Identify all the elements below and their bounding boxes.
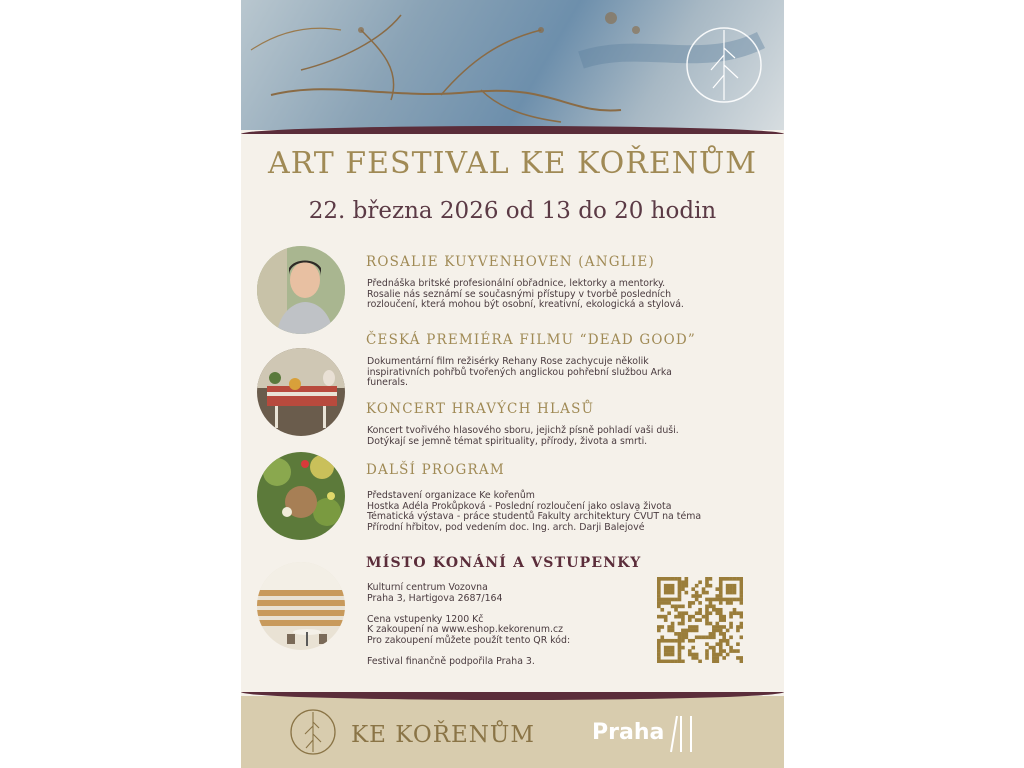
section-heading-speaker: ROSALIE KUYVENHOVEN (ANGLIE)	[366, 254, 655, 270]
section-heading-venue: MÍSTO KONÁNÍ A VSTUPENKY	[366, 555, 642, 571]
section-heading-film: ČESKÁ PREMIÉRA FILMU “DEAD GOOD”	[366, 332, 696, 348]
speaker-photo	[257, 246, 345, 334]
film-still-photo	[257, 348, 345, 436]
ticket-qr-code[interactable]	[657, 577, 743, 663]
venue-photo	[257, 562, 345, 650]
section-text-concert: Koncert tvořivého hlasového sboru, jejichž písně pohladí vaši duši. Dotýkají se jemně témat spirituality, přírody, života a smrti.	[367, 425, 679, 447]
footer-logo-text: KE KOŘENŮM	[351, 722, 535, 748]
root-logo-icon	[687, 28, 761, 102]
hero-image-botanical-print	[241, 0, 784, 130]
section-heading-program: DALŠÍ PROGRAM	[366, 462, 505, 478]
section-text-film: Dokumentární film režisérky Rehany Rose zachycuje několik inspirativních pohřbů tvořených anglickou pohřební službou Arka funerals.	[367, 356, 672, 388]
section-text-venue: Kulturní centrum Vozovna Praha 3, Hartigova 2687/164 Cena vstupenky 1200 Kč K zakoupení na www.eshop.kekorenum.cz Pro zakoupení můžete použít tento QR kód: Festival finančně podpořila Praha 3.	[367, 582, 571, 667]
festival-poster	[241, 0, 784, 768]
festival-date: 22. března 2026 od 13 do 20 hodin	[308, 198, 717, 224]
festival-title: ART FESTIVAL KE KOŘENŮM	[268, 146, 757, 181]
ke-korenum-logo-icon	[289, 708, 337, 756]
flowers-photo	[257, 452, 345, 540]
hero-stems-illustration	[241, 0, 784, 130]
section-heading-concert: KONCERT HRAVÝCH HLASŮ	[366, 401, 595, 417]
praha-logo-mark-icon	[667, 714, 697, 754]
praha-logo-text: Praha	[592, 720, 665, 745]
section-text-speaker: Přednáška britské profesionální obřadnice, lektorky a mentorky. Rosalie nás seznámí se současnými přístupy v tvorbě posledních rozloučení, která mohou být osobní, kreativní, ekologická a stylová.	[367, 278, 684, 310]
section-text-program: Představení organizace Ke kořenům Hostka Adéla Prokůpková - Poslední rozloučení jako oslava života Tématická výstava - práce studentů Fakulty architektury ČVUT na téma Přírodní hřbitov, pod vedením doc. Ing. arch. Darji Balejové	[367, 490, 702, 533]
